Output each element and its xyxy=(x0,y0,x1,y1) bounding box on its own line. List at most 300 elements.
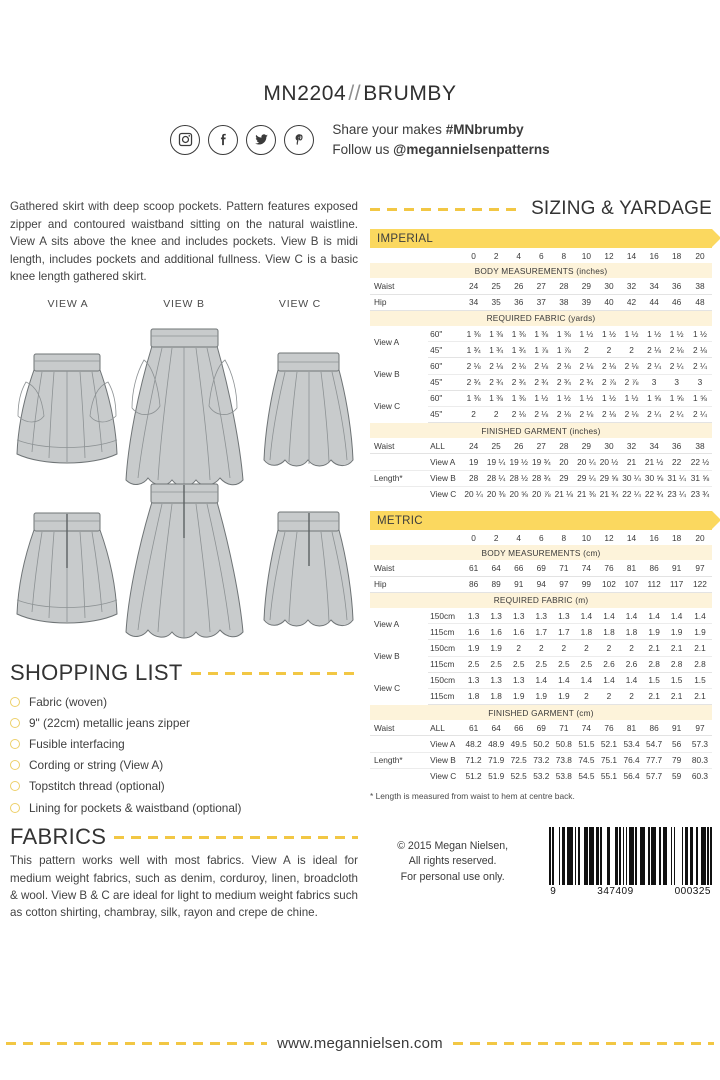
sizing-title: SIZING & YARDAGE xyxy=(531,198,712,219)
shopping-list-header xyxy=(10,660,358,686)
cell: 1.4 xyxy=(648,610,660,621)
cell: 49.5 xyxy=(510,739,527,750)
band-label: FINISHED GARMENT (cm) xyxy=(370,705,712,721)
table-row xyxy=(370,720,712,736)
checkbox-circle-icon[interactable] xyxy=(10,803,20,813)
list-item-label: Fabric (woven) xyxy=(29,694,108,709)
cell: 22 ¾ xyxy=(644,489,664,500)
band-label: REQUIRED FABRIC (yards) xyxy=(370,310,712,326)
cell: 71.9 xyxy=(488,755,505,766)
cell: 21 ½ xyxy=(644,457,664,468)
pinterest-icon[interactable] xyxy=(284,125,314,155)
metric-ribbon xyxy=(370,511,712,530)
cell: 2.8 xyxy=(665,656,688,672)
width-label: 150cm xyxy=(430,642,456,653)
pattern-description: Gathered skirt with deep scoop pockets. Pattern features exposed zipper and contoured waistband sitting on the natural waistline. View A sits above the knee and includes pockets. View B is midi length, includes pockets and additional fullness. View C is a basic knee length gathered skirt. xyxy=(10,200,358,284)
cell: 32 xyxy=(620,278,643,294)
barcode-group-2: 000325 xyxy=(674,886,711,897)
length-view-label: View B xyxy=(430,755,456,766)
dashed-rule xyxy=(6,1042,267,1045)
cell: 2 ¼ xyxy=(647,360,662,371)
view-c-label: VIEW C xyxy=(278,298,322,311)
size-col: 6 xyxy=(538,250,544,261)
dashed-rule xyxy=(370,208,523,211)
copyright-barcode-block xyxy=(370,827,712,897)
cell: 19 ¾ xyxy=(532,457,551,468)
cell: 91 xyxy=(665,720,688,736)
cell: 54.5 xyxy=(578,771,595,782)
cell: 20 ⅝ xyxy=(509,489,528,500)
cell: 77.7 xyxy=(646,755,663,766)
row-group-label: View B xyxy=(374,651,400,661)
cell: 2.1 xyxy=(694,642,706,653)
cell: 48 xyxy=(688,294,712,310)
cell: 2 xyxy=(620,688,643,704)
cell: 61 xyxy=(462,560,485,576)
cell: 1.4 xyxy=(625,675,638,686)
width-label: 150cm xyxy=(430,610,456,621)
footer xyxy=(0,1035,720,1052)
fabrics-header xyxy=(10,824,358,850)
cell: 2 ⅛ xyxy=(466,360,481,371)
cell: 1 ½ xyxy=(556,393,571,404)
cell: 66 xyxy=(507,560,530,576)
cell: 76 xyxy=(598,720,621,736)
cell: 1 ⅝ xyxy=(669,393,684,404)
cell: 1.5 xyxy=(694,675,706,686)
cell: 2 xyxy=(598,688,621,704)
dashed-rule xyxy=(114,836,358,839)
size-col: 10 xyxy=(581,250,592,261)
cell: 2 ⅞ xyxy=(598,374,621,390)
cell: 36 xyxy=(665,438,688,454)
cell: 24 xyxy=(462,438,485,454)
shopping-list xyxy=(10,691,358,818)
page-title xyxy=(0,82,720,106)
size-col: 2 xyxy=(493,532,499,543)
cell: 1.6 xyxy=(507,624,530,640)
social-row xyxy=(0,120,720,159)
cell: 1.7 xyxy=(553,624,576,640)
size-col: 4 xyxy=(516,250,522,261)
cell: 74.5 xyxy=(578,755,595,766)
cell: 2 ⅛ xyxy=(511,360,526,371)
cell: 2.1 xyxy=(688,688,712,704)
cell: 73.2 xyxy=(533,755,550,766)
checkbox-circle-icon[interactable] xyxy=(10,760,20,770)
cell: 1 ½ xyxy=(534,393,549,404)
cell: 30 xyxy=(598,278,621,294)
cell: 23 ¼ xyxy=(667,489,686,500)
width-label: 150cm xyxy=(430,675,456,686)
cell: 51.5 xyxy=(578,739,595,750)
cell: 76 xyxy=(598,560,621,576)
cell: 2 ¾ xyxy=(462,374,485,390)
list-item-label: 9" (22cm) metallic jeans zipper xyxy=(29,715,190,730)
cell: 28 ¼ xyxy=(486,473,506,484)
length-view-label: View C xyxy=(430,771,457,782)
list-item-label: Fusible interfacing xyxy=(29,737,125,752)
cell: 35 xyxy=(485,294,508,310)
length-view-label: View B xyxy=(430,473,456,484)
cell: 117 xyxy=(665,576,688,592)
list-item[interactable] xyxy=(10,797,358,818)
cell: 31 ¼ xyxy=(667,473,686,484)
row-label: Waist xyxy=(370,560,462,576)
width-label: 60" xyxy=(430,328,443,339)
cell: 51.2 xyxy=(465,771,482,782)
cell: 2 ⅛ xyxy=(575,406,598,422)
cell: 53.8 xyxy=(555,771,572,782)
facebook-icon[interactable] xyxy=(208,125,238,155)
cell: 21 ⅛ xyxy=(554,489,574,500)
list-item-label: Topstitch thread (optional) xyxy=(29,779,165,794)
cell: 81 xyxy=(620,560,643,576)
cell: 2 ⅛ xyxy=(643,342,666,358)
imperial-fabric-band xyxy=(370,310,712,326)
cell: 54.7 xyxy=(646,739,663,750)
cell: 20 ½ xyxy=(599,457,619,468)
fabrics-title: FABRICS xyxy=(10,824,107,850)
cell: 20 xyxy=(559,457,569,468)
table-row xyxy=(370,294,712,310)
checkbox-circle-icon[interactable] xyxy=(10,697,20,707)
size-col: 18 xyxy=(672,250,682,261)
cell: 2.6 xyxy=(620,656,643,672)
checkbox-circle-icon[interactable] xyxy=(10,718,20,728)
width-label: 45" xyxy=(428,374,462,390)
length-view-label: View A xyxy=(430,457,456,468)
cell: 72.5 xyxy=(510,755,527,766)
cell: 2 xyxy=(575,342,598,358)
cell: 1 ⅜ xyxy=(489,328,504,339)
length-view-label: View A xyxy=(430,739,456,750)
length-footnote: * Length is measured from waist to hem at centre back. xyxy=(370,791,575,801)
cell: 52.5 xyxy=(510,771,527,782)
cell: 20 ⅞ xyxy=(532,489,551,500)
cell: 1.9 xyxy=(665,624,688,640)
cell: 89 xyxy=(485,576,508,592)
cell: 1 ⅜ xyxy=(556,328,571,339)
cell: 2.1 xyxy=(665,688,688,704)
copyright-line-2: All rights reserved. xyxy=(408,855,497,868)
table-row xyxy=(370,576,712,592)
cell: 46 xyxy=(665,294,688,310)
twitter-icon[interactable] xyxy=(246,125,276,155)
length-view-label: View C xyxy=(430,489,457,500)
cell: 38 xyxy=(688,278,712,294)
cell: 1.5 xyxy=(670,675,683,686)
cell: 2 xyxy=(598,342,621,358)
imperial-ribbon xyxy=(370,229,712,248)
cell: 26 xyxy=(507,438,530,454)
cell: 22 ¼ xyxy=(622,489,641,500)
cell: 48.9 xyxy=(488,739,505,750)
barcode-left-digit: 9 xyxy=(550,886,557,897)
sizing-header xyxy=(370,198,712,220)
cell: 74 xyxy=(575,720,598,736)
cell: 2 ¾ xyxy=(507,374,530,390)
table-row xyxy=(370,358,712,374)
band-label: BODY MEASUREMENTS (inches) xyxy=(370,263,712,278)
cell: 1.3 xyxy=(467,610,480,621)
cell: 59 xyxy=(672,771,682,782)
fabrics-body: This pattern works well with most fabrics. View A is ideal for medium weight fabrics, such as denim, corduroy, linen, broadcloth & wool. View B & C are ideal for light to medium weight fabrics such as cotton shirting, chambray, silk, rayon and crepe de chine. xyxy=(10,854,358,920)
cell: 40 xyxy=(598,294,621,310)
size-col: 20 xyxy=(695,250,705,261)
table-row xyxy=(370,736,712,752)
list-item[interactable] xyxy=(10,776,358,797)
cell: 2 ⅛ xyxy=(553,406,576,422)
band-label: BODY MEASUREMENTS (cm) xyxy=(370,545,712,560)
width-label: 115cm xyxy=(428,624,462,640)
cell: 56 xyxy=(672,739,682,750)
cell: 1.3 xyxy=(512,610,525,621)
cell: 1.4 xyxy=(603,610,615,621)
cell: 36 xyxy=(507,294,530,310)
view-b-label: VIEW B xyxy=(163,298,205,311)
table-row xyxy=(370,560,712,576)
cell: 2 ⅛ xyxy=(489,360,504,371)
cell: 2.5 xyxy=(553,656,576,672)
cell: 2 ¾ xyxy=(575,374,598,390)
cell: 1 ½ xyxy=(602,328,616,339)
cell: 1 ½ xyxy=(669,328,684,339)
cell: 2.5 xyxy=(507,656,530,672)
cell: 3 xyxy=(643,374,666,390)
cell: 80.3 xyxy=(691,755,709,766)
cell: 1.6 xyxy=(485,624,508,640)
cell: 1.3 xyxy=(490,610,502,621)
cell: 97 xyxy=(688,560,712,576)
checkbox-circle-icon[interactable] xyxy=(10,781,20,791)
list-item-label: Lining for pockets & waistband (optional) xyxy=(29,800,242,815)
cell: 2 xyxy=(516,642,522,653)
cell: 29 ¼ xyxy=(577,473,596,484)
follow-handle: @megannielsenpatterns xyxy=(393,141,550,157)
cell: 29 ⅝ xyxy=(599,473,619,484)
cell: 81 xyxy=(620,720,643,736)
cell: 66 xyxy=(507,720,530,736)
dashed-rule xyxy=(191,672,358,675)
copyright-line-1: © 2015 Megan Nielsen, xyxy=(397,840,509,853)
metric-table xyxy=(370,530,712,784)
table-row xyxy=(370,672,712,688)
view-b-front-illustration xyxy=(122,322,247,500)
view-c-front-illustration xyxy=(260,336,358,481)
row-label: Waist xyxy=(370,278,462,294)
size-col: 2 xyxy=(493,250,499,261)
cell: 2.5 xyxy=(575,656,598,672)
size-col: 12 xyxy=(604,250,614,261)
list-item[interactable] xyxy=(10,733,358,754)
band-label: FINISHED GARMENT (inches) xyxy=(370,423,712,439)
list-item[interactable] xyxy=(10,691,358,712)
cell: 1 ⅜ xyxy=(511,328,526,339)
website-url[interactable]: www.megannielsen.com xyxy=(277,1035,443,1052)
cell: 1.9 xyxy=(467,642,480,653)
cell: 60.3 xyxy=(691,771,709,782)
cell: 1.5 xyxy=(648,675,660,686)
size-col: 8 xyxy=(561,250,567,261)
cell: 1.8 xyxy=(598,624,621,640)
cell: 2 xyxy=(629,642,634,653)
cell: 2 xyxy=(538,642,544,653)
cell: 2 xyxy=(584,642,589,653)
cell: 1 ½ xyxy=(602,393,616,404)
cell: 31 ⅝ xyxy=(690,473,710,484)
cell: 1 ½ xyxy=(624,393,639,404)
table-row xyxy=(370,438,712,454)
table-row xyxy=(370,752,712,768)
cell: 1.4 xyxy=(535,675,548,686)
cell: 91 xyxy=(665,560,688,576)
row-group-label: View A xyxy=(374,618,400,629)
instagram-icon[interactable] xyxy=(170,125,200,155)
cell: 44 xyxy=(643,294,666,310)
cell: 34 xyxy=(462,294,485,310)
imperial-finished-band xyxy=(370,423,712,439)
size-col: 14 xyxy=(626,250,637,261)
cell: 71 xyxy=(553,720,576,736)
cell: 2 ⅛ xyxy=(530,406,553,422)
cell: 1.9 xyxy=(530,688,553,704)
cell: 2 ⅛ xyxy=(665,342,688,358)
cell: 73.8 xyxy=(555,755,572,766)
cell: 1 ⅜ xyxy=(466,328,481,339)
cell: 2 ¼ xyxy=(688,406,712,422)
cell: 1 ¾ xyxy=(507,342,530,358)
cell: 2 xyxy=(606,642,612,653)
all-label: ALL xyxy=(428,720,462,736)
cell: 2 ⅛ xyxy=(507,406,530,422)
size-col: 0 xyxy=(471,250,476,261)
cell: 1 ¾ xyxy=(485,342,508,358)
cell: 112 xyxy=(643,576,666,592)
cell: 2 ¾ xyxy=(485,374,508,390)
list-item[interactable] xyxy=(10,712,358,733)
follow-line xyxy=(332,140,549,160)
size-col: 0 xyxy=(471,532,476,543)
length-label: Length* xyxy=(374,755,403,766)
cell: 1 ⅝ xyxy=(647,393,662,404)
cell: 1 ½ xyxy=(647,328,662,339)
cell: 1.9 xyxy=(507,688,530,704)
checkbox-circle-icon[interactable] xyxy=(10,739,20,749)
band-label: REQUIRED FABRIC (m) xyxy=(370,592,712,608)
cell: 28 xyxy=(468,473,479,484)
cell: 86 xyxy=(462,576,485,592)
all-label: ALL xyxy=(428,438,462,454)
size-col: 16 xyxy=(649,532,659,543)
width-label: 115cm xyxy=(428,656,462,672)
size-col: 12 xyxy=(604,532,614,543)
cell: 97 xyxy=(688,720,712,736)
cell: 53.4 xyxy=(623,739,640,750)
metric-fabric-band xyxy=(370,592,712,608)
cell: 1.8 xyxy=(462,688,485,704)
cell: 19 ½ xyxy=(509,457,528,468)
cell: 2.1 xyxy=(670,642,683,653)
cell: 21 xyxy=(626,457,637,468)
cell: 64 xyxy=(485,720,508,736)
cell: 34 xyxy=(643,438,666,454)
cell: 94 xyxy=(530,576,553,592)
cell: 2 ⅛ xyxy=(556,360,571,371)
cell: 1.4 xyxy=(670,610,683,621)
row-group-label: View B xyxy=(374,369,400,379)
list-item[interactable] xyxy=(10,755,358,776)
cell: 1.9 xyxy=(490,642,502,653)
cell: 2 ⅛ xyxy=(602,360,616,371)
table-row xyxy=(370,470,712,486)
cell: 2 ¾ xyxy=(553,374,576,390)
cell: 61 xyxy=(462,720,485,736)
cell: 1.8 xyxy=(485,688,508,704)
cell: 102 xyxy=(598,576,621,592)
header xyxy=(0,0,720,159)
cell: 2.5 xyxy=(462,656,485,672)
cell: 2.8 xyxy=(688,656,712,672)
cell: 107 xyxy=(620,576,643,592)
cell: 1.6 xyxy=(462,624,485,640)
cell: 64 xyxy=(485,560,508,576)
cell: 2.1 xyxy=(648,642,660,653)
cell: 19 ¼ xyxy=(486,457,506,468)
cell: 2 xyxy=(462,406,485,422)
cell: 1 ⅜ xyxy=(489,393,504,404)
cell: 27 xyxy=(530,438,553,454)
cell: 56.4 xyxy=(623,771,640,782)
row-label: Waist xyxy=(370,720,428,736)
cell: 69 xyxy=(530,560,553,576)
cell: 1.3 xyxy=(558,610,570,621)
cell: 30 ¼ xyxy=(622,473,641,484)
title-separator: // xyxy=(348,82,362,105)
cell: 1 ⅜ xyxy=(534,328,549,339)
cell: 1 ½ xyxy=(579,328,594,339)
view-labels xyxy=(10,298,358,310)
cell: 1.4 xyxy=(625,610,638,621)
cell: 1.4 xyxy=(694,610,706,621)
size-col: 4 xyxy=(516,532,522,543)
cell: 2 xyxy=(561,642,567,653)
cell: 36 xyxy=(665,278,688,294)
size-col: 8 xyxy=(561,532,567,543)
row-group-label: View C xyxy=(374,683,401,694)
table-row xyxy=(370,326,712,342)
cell: 21 ¾ xyxy=(599,489,619,500)
shopping-list-title: SHOPPING LIST xyxy=(10,660,183,686)
cell: 3 xyxy=(688,374,712,390)
cell: 1 ⅜ xyxy=(511,393,526,404)
cell: 71 xyxy=(553,560,576,576)
cell: 1 ⅜ xyxy=(466,393,481,404)
size-col: 6 xyxy=(538,532,544,543)
cell: 2 ⅞ xyxy=(620,374,643,390)
cell: 19 xyxy=(468,457,479,468)
cell: 2.5 xyxy=(485,656,508,672)
cell: 86 xyxy=(643,560,666,576)
follow-label: Follow us xyxy=(332,141,394,157)
width-label: 60" xyxy=(430,360,443,371)
barcode xyxy=(549,827,712,897)
view-c-back-illustration xyxy=(260,500,358,638)
cell: 91 xyxy=(507,576,530,592)
cell: 2 ¼ xyxy=(669,360,684,371)
cell: 21 ⅜ xyxy=(577,489,596,500)
cell: 20 ¼ xyxy=(577,457,596,468)
